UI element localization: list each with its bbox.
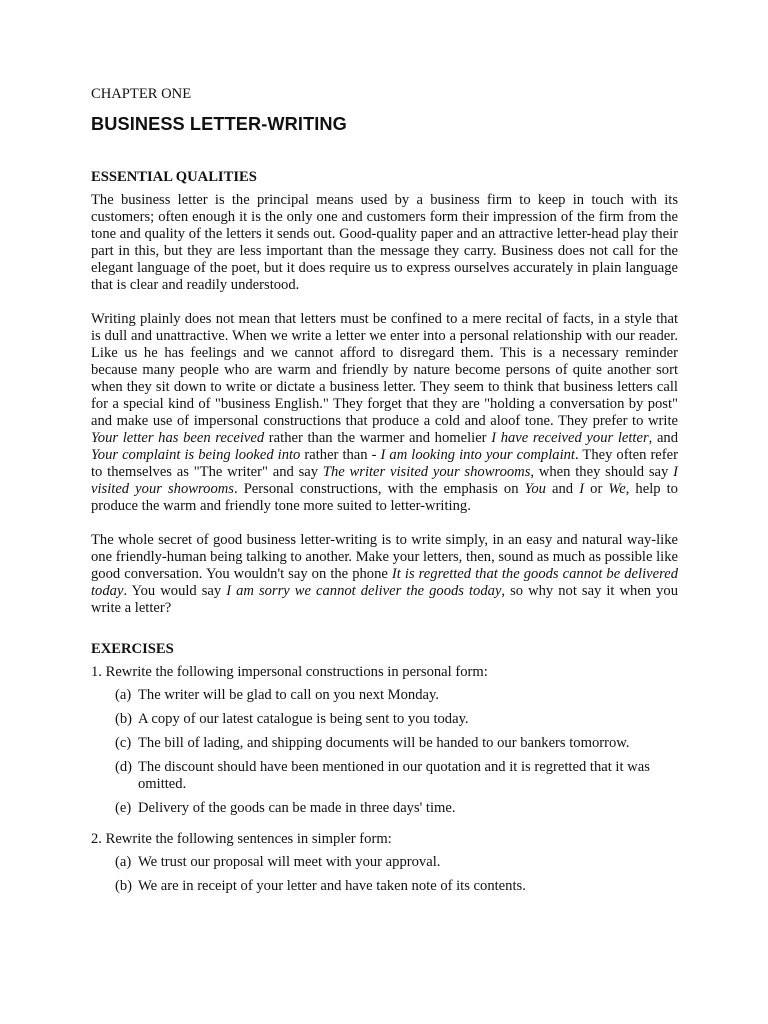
chapter-title: BUSINESS LETTER-WRITING	[91, 114, 347, 134]
italic-phrase: I visited your showrooms	[91, 464, 678, 497]
text-run: The whole secret of good business letter-writing is to write simply, in an easy and natural way-like one friendly-human being talking to another. Make your letters, then, sound as much as possible like good conversation. You wouldn't say on the phone	[91, 532, 678, 582]
text-run: . You would say	[123, 583, 227, 599]
list-item-text: Delivery of the goods can be made in three days' time.	[138, 800, 456, 816]
text-run: , and	[648, 430, 679, 446]
exercises-heading: EXERCISES	[91, 641, 174, 657]
document-page	[91, 86, 678, 909]
italic-phrase: Your complaint is being looked into	[91, 447, 301, 463]
chapter-label: CHAPTER ONE	[91, 86, 192, 102]
italic-phrase: I am looking into your complaint	[380, 447, 575, 463]
italic-phrase: The writer visited your showrooms	[322, 464, 531, 480]
exercise-block	[91, 664, 678, 817]
text-run: . Personal constructions, with the emphasis on	[233, 481, 525, 497]
exercise-block	[91, 831, 678, 895]
text-run: rather than -	[300, 447, 381, 463]
list-item-marker: (a)	[115, 854, 132, 870]
text-run: The business letter is the principal means used by a business firm to keep in touch with its customers; often enough it is the only one and customers form their impression of the firm from the tone and quality of the letters it sends out. Good-quality paper and an attractive letter-head play their part in this, but they are less important than the message they carry. Business does not call for the elegant language of the poet, but it does require us to express ourselves accurately in plain language that is clear and readily understood.	[91, 192, 678, 293]
list-item	[91, 878, 678, 895]
list-item	[91, 735, 678, 752]
list-item-text: A copy of our latest catalogue is being sent to you today.	[138, 711, 469, 727]
list-item	[91, 687, 678, 704]
list-item	[91, 711, 678, 728]
list-item-text: The bill of lading, and shipping documents will be handed to our bankers tomorrow.	[138, 735, 630, 751]
paragraph	[91, 532, 678, 617]
list-item-marker: (b)	[115, 878, 133, 894]
list-item-marker: (e)	[115, 800, 132, 816]
list-item-text: The discount should have been mentioned in our quotation and it is regretted that it was omitted.	[138, 759, 650, 792]
text-run: rather than the warmer and homelier	[264, 430, 492, 446]
list-item-text: We are in receipt of your letter and have taken note of its contents.	[138, 878, 526, 894]
exercise-intro: 2. Rewrite the following sentences in simpler form:	[91, 831, 392, 847]
text-run: , when they should say	[530, 464, 674, 480]
section-body	[91, 192, 678, 617]
italic-phrase: I have received your letter	[491, 430, 649, 446]
list-item-marker: (d)	[115, 759, 133, 775]
text-run: or	[584, 481, 609, 497]
italic-phrase: I am sorry we cannot deliver the goods today	[226, 583, 502, 599]
italic-phrase: Your letter has been received	[91, 430, 265, 446]
list-item	[91, 759, 678, 793]
text-run: . They often refer to themselves as "The writer" and say	[91, 447, 678, 480]
exercise-sublist	[91, 854, 678, 895]
list-item	[91, 854, 678, 871]
list-item-marker: (b)	[115, 711, 133, 727]
list-item	[91, 800, 678, 817]
italic-phrase: I	[579, 481, 585, 497]
exercise-sublist	[91, 687, 678, 817]
text-run: Writing plainly does not mean that letters must be confined to a mere recital of facts, in a style that is dull and unattractive. When we write a letter we enter into a personal relationship with our reader. Like us he has feelings and we cannot afford to disregard them. This is a necessary reminder because many people who are warm and friendly by nature become persons of quite another sort when they sit down to write or dictate a business letter. They seem to think that business letters call for a special kind of "business English." They forget that they are "holding a conversation by post" and make use of impersonal constructions that produce a cold and aloof tone. They prefer to write	[91, 311, 678, 429]
text-run: , so why not say it when you write a letter?	[91, 583, 678, 616]
list-item-text: We trust our proposal will meet with your approval.	[138, 854, 441, 870]
exercise-intro: 1. Rewrite the following impersonal constructions in personal form:	[91, 664, 488, 680]
list-item-marker: (a)	[115, 687, 132, 703]
italic-phrase: It is regretted that the goods cannot be delivered today	[91, 566, 678, 599]
section-heading: ESSENTIAL QUALITIES	[91, 169, 257, 185]
list-item-marker: (c)	[115, 735, 132, 751]
list-item-text: The writer will be glad to call on you next Monday.	[138, 687, 439, 703]
paragraph	[91, 311, 678, 515]
italic-phrase: You	[524, 481, 546, 497]
text-run: , help to produce the warm and friendly tone more suited to letter-writing.	[91, 481, 678, 514]
italic-phrase: We	[608, 481, 626, 497]
paragraph	[91, 192, 678, 294]
text-run: and	[545, 481, 580, 497]
